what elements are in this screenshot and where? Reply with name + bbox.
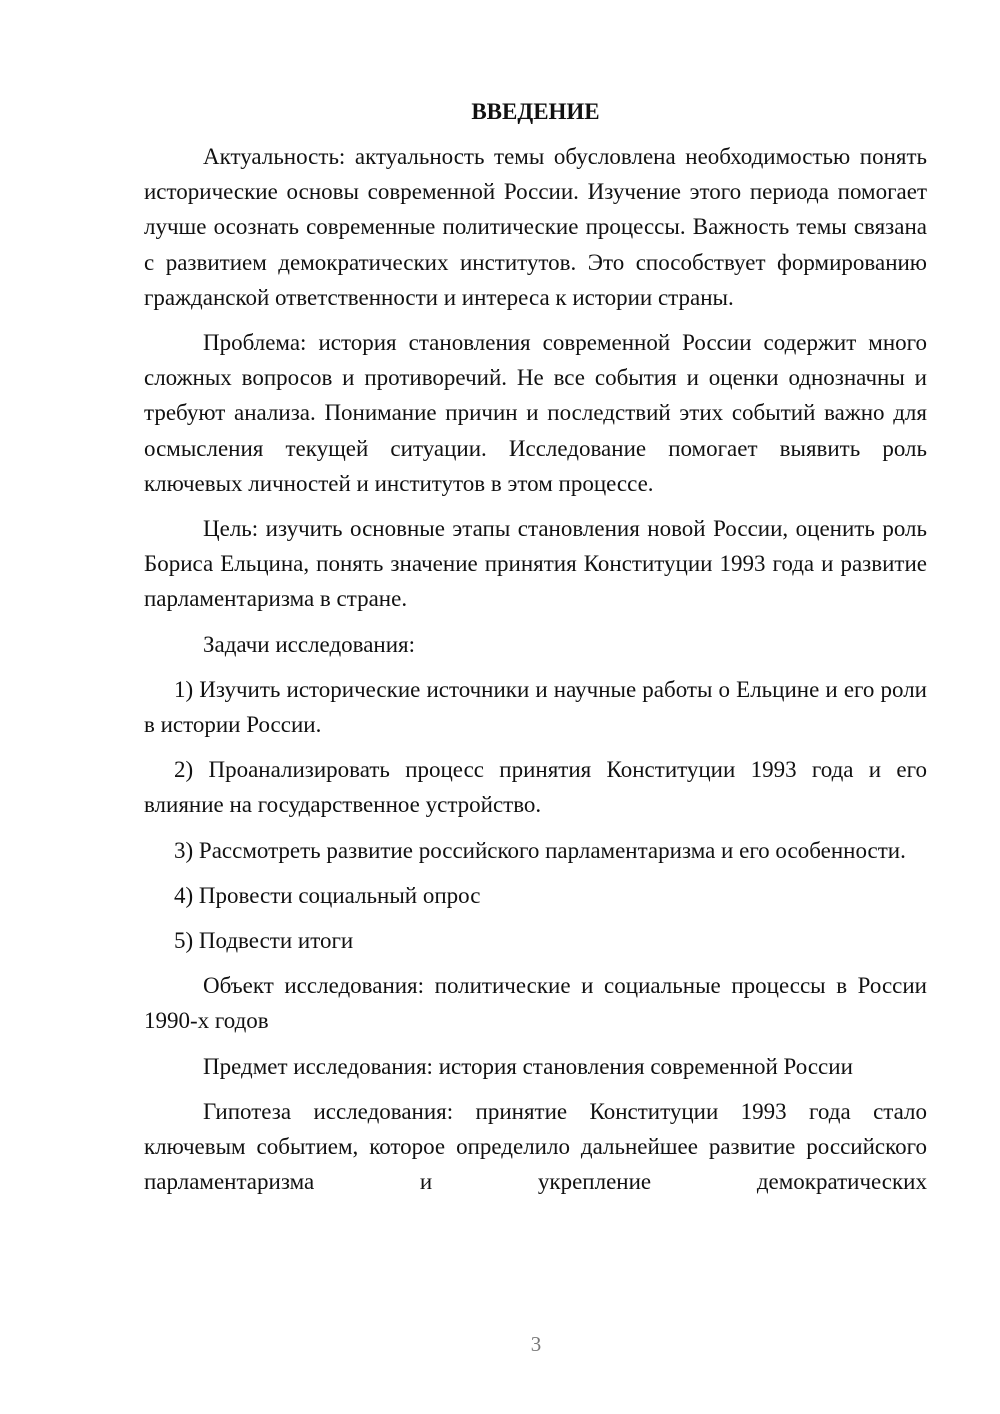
paragraph-object: Объект исследования: политические и социальные процессы в России 1990-х годов <box>144 973 927 1034</box>
task-item-5: 5) Подвести итоги <box>174 928 354 954</box>
paragraph-hypothesis: Гипотеза исследования: принятие Конституции 1993 года стало ключевым событием, которое определило дальнейшее развитие российского парламентаризма и укрепление демократических <box>144 1098 927 1195</box>
task-item-1: 1) Изучить исторические источники и научные работы о Ельцине и его роли в истории России. <box>144 676 927 738</box>
page-content <box>144 94 927 1199</box>
task-item-4: 4) Провести социальный опрос <box>174 882 481 908</box>
paragraph-goal: Цель: изучить основные этапы становления новой России, оценить роль Бориса Ельцина, понять значение принятия Конституции 1993 года и развитие парламентаризма в стране. <box>144 516 927 612</box>
section-title: ВВЕДЕНИЕ <box>471 99 600 124</box>
task-item-3: 3) Рассмотреть развитие российского парламентаризма и его особенности. <box>174 837 906 863</box>
paragraph-tasks-heading: Задачи исследования: <box>203 631 416 657</box>
paragraph-subject: Предмет исследования: история становления современной России <box>203 1053 853 1079</box>
paragraph-problem: Проблема: история становления современной России содержит много сложных вопросов и противоречий. Не все события и оценки однозначны и требуют анализа. Понимание причин и последствий этих событий важно для осмысления текущей ситуации. Исследование помогает выявить роль ключевых личностей и институтов в этом процессе. <box>144 330 927 496</box>
page-number: 3 <box>530 1332 542 1356</box>
task-item-2: 2) Проанализировать процесс принятия Конституции 1993 года и его влияние на государственное устройство. <box>144 757 927 818</box>
paragraph-relevance: Актуальность: актуальность темы обусловлена необходимостью понять исторические основы современной России. Изучение этого периода помогает лучше осознать современные политические процессы. Важность темы связана с развитием демократических институтов. Это способствует формированию гражданской ответственности и интереса к истории страны. <box>144 144 927 310</box>
